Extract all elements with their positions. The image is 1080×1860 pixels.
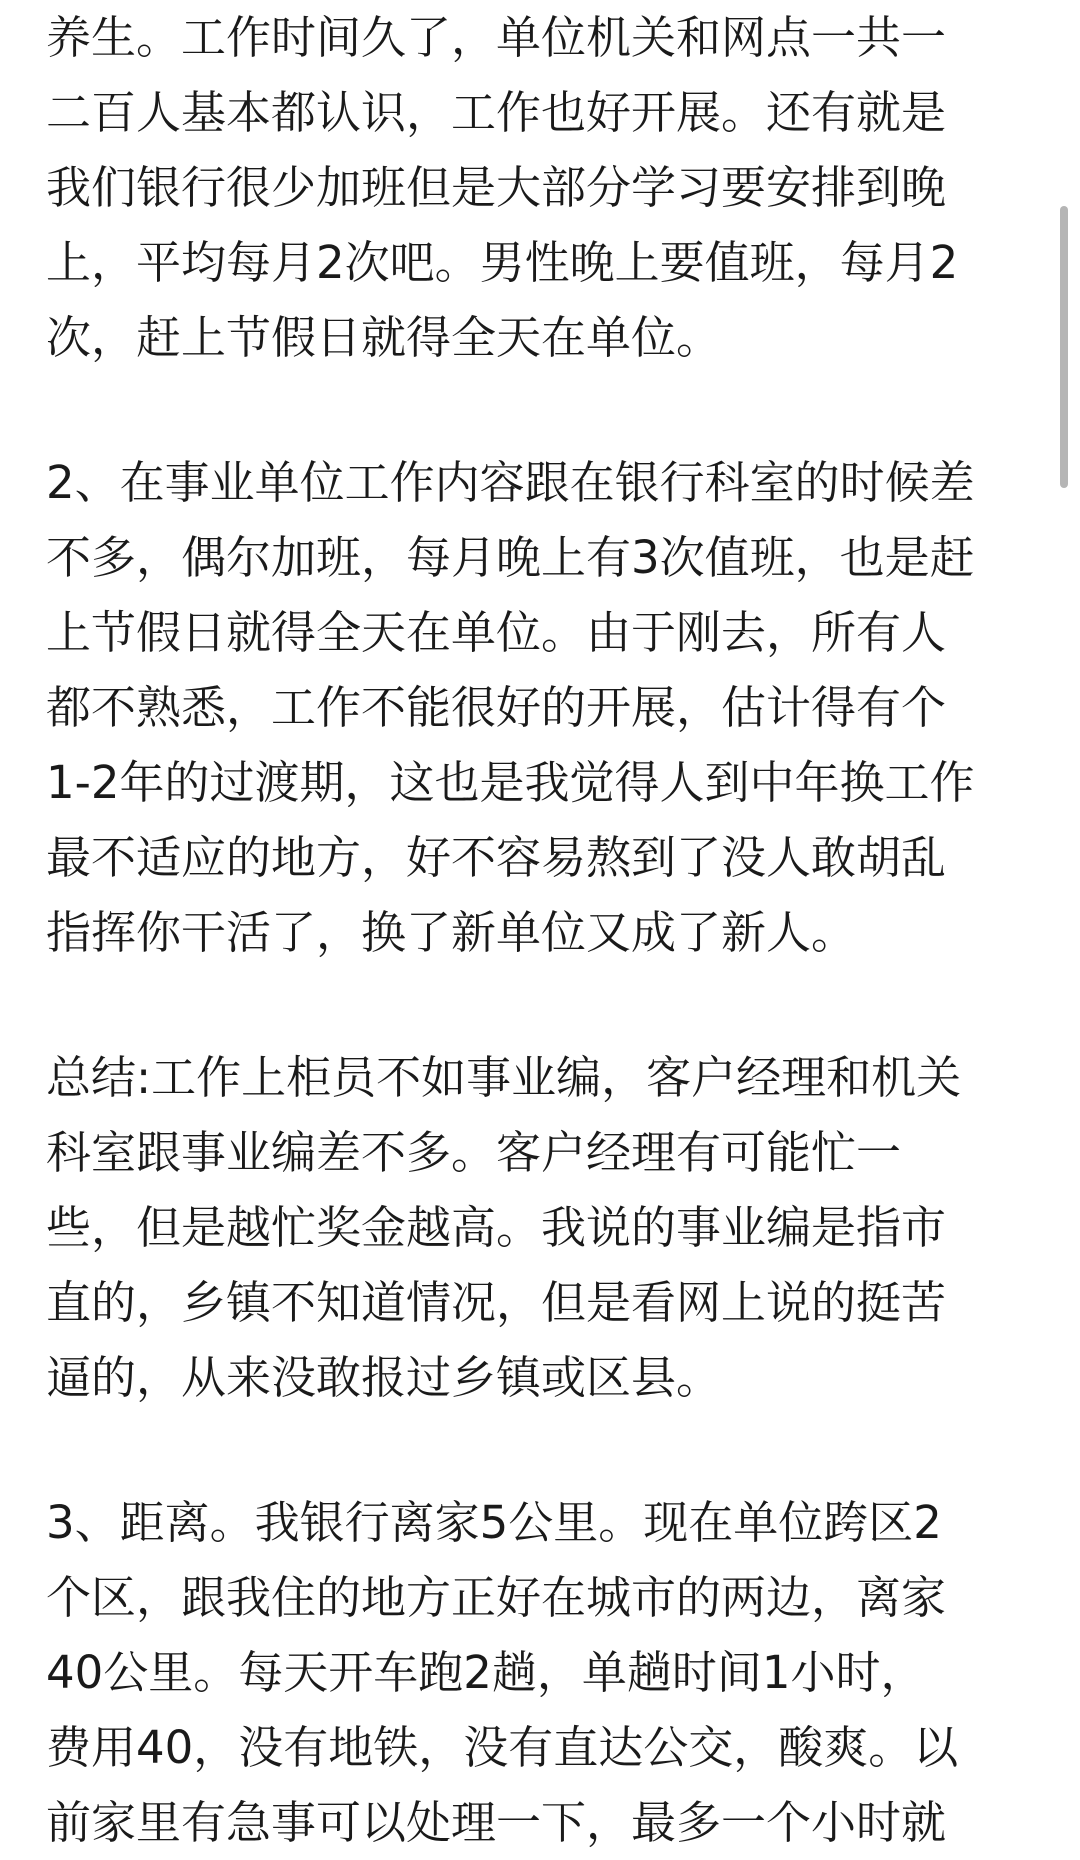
text-line: 二百人基本都认识，工作也好开展。还有就是 bbox=[46, 86, 947, 139]
text-line: 次，赶上节假日就得全天在单位。 bbox=[46, 311, 722, 364]
text-line: 逼的，从来没敢报过乡镇或区县。 bbox=[46, 1351, 722, 1404]
text-line: 不多，偶尔加班，每月晚上有3次值班，也是赶 bbox=[46, 531, 975, 584]
text-line: 都不熟悉，工作不能很好的开展，估计得有个 bbox=[46, 681, 947, 734]
text-line: 我们银行很少加班但是大部分学习要安排到晚 bbox=[46, 161, 947, 214]
text-line: 总结:工作上柜员不如事业编，客户经理和机关 bbox=[46, 1051, 962, 1104]
text-line: 1-2年的过渡期，这也是我觉得人到中年换工作 bbox=[46, 756, 975, 809]
paragraph-summary bbox=[46, 1040, 1036, 1415]
text-line: 前家里有急事可以处理一下，最多一个小时就 bbox=[46, 1796, 947, 1849]
text-line: 个区，跟我住的地方正好在城市的两边，离家 bbox=[46, 1571, 947, 1624]
text-line: 养生。工作时间久了，单位机关和网点一共一 bbox=[46, 11, 947, 64]
text-line: 费用40，没有地铁，没有直达公交，酸爽。以 bbox=[46, 1721, 959, 1774]
text-line: 上节假日就得全天在单位。由于刚去，所有人 bbox=[46, 606, 947, 659]
paragraph-spacer bbox=[46, 970, 1036, 1040]
text-line: 上，平均每月2次吧。男性晚上要值班，每月2 bbox=[46, 236, 959, 289]
text-line: 40公里。每天开车跑2趟，单趟时间1小时， bbox=[46, 1646, 926, 1699]
text-line: 科室跟事业编差不多。客户经理有可能忙一 bbox=[46, 1126, 902, 1179]
scrollbar-thumb[interactable] bbox=[1060, 206, 1068, 488]
text-line: 直的，乡镇不知道情况，但是看网上说的挺苦 bbox=[46, 1276, 947, 1329]
text-line: 些，但是越忙奖金越高。我说的事业编是指市 bbox=[46, 1201, 947, 1254]
paragraph-spacer bbox=[46, 375, 1036, 445]
article-body bbox=[46, 0, 1036, 1860]
paragraph-benefits bbox=[46, 0, 1036, 375]
paragraph-distance bbox=[46, 1485, 1036, 1860]
text-line: 3、距离。我银行离家5公里。现在单位跨区2 bbox=[46, 1496, 942, 1549]
text-line: 指挥你干活了，换了新单位又成了新人。 bbox=[46, 906, 857, 959]
paragraph-spacer bbox=[46, 1415, 1036, 1485]
text-line: 最不适应的地方，好不容易熬到了没人敢胡乱 bbox=[46, 831, 947, 884]
paragraph-public-institution bbox=[46, 445, 1036, 970]
text-line: 2、在事业单位工作内容跟在银行科室的时候差 bbox=[46, 456, 975, 509]
